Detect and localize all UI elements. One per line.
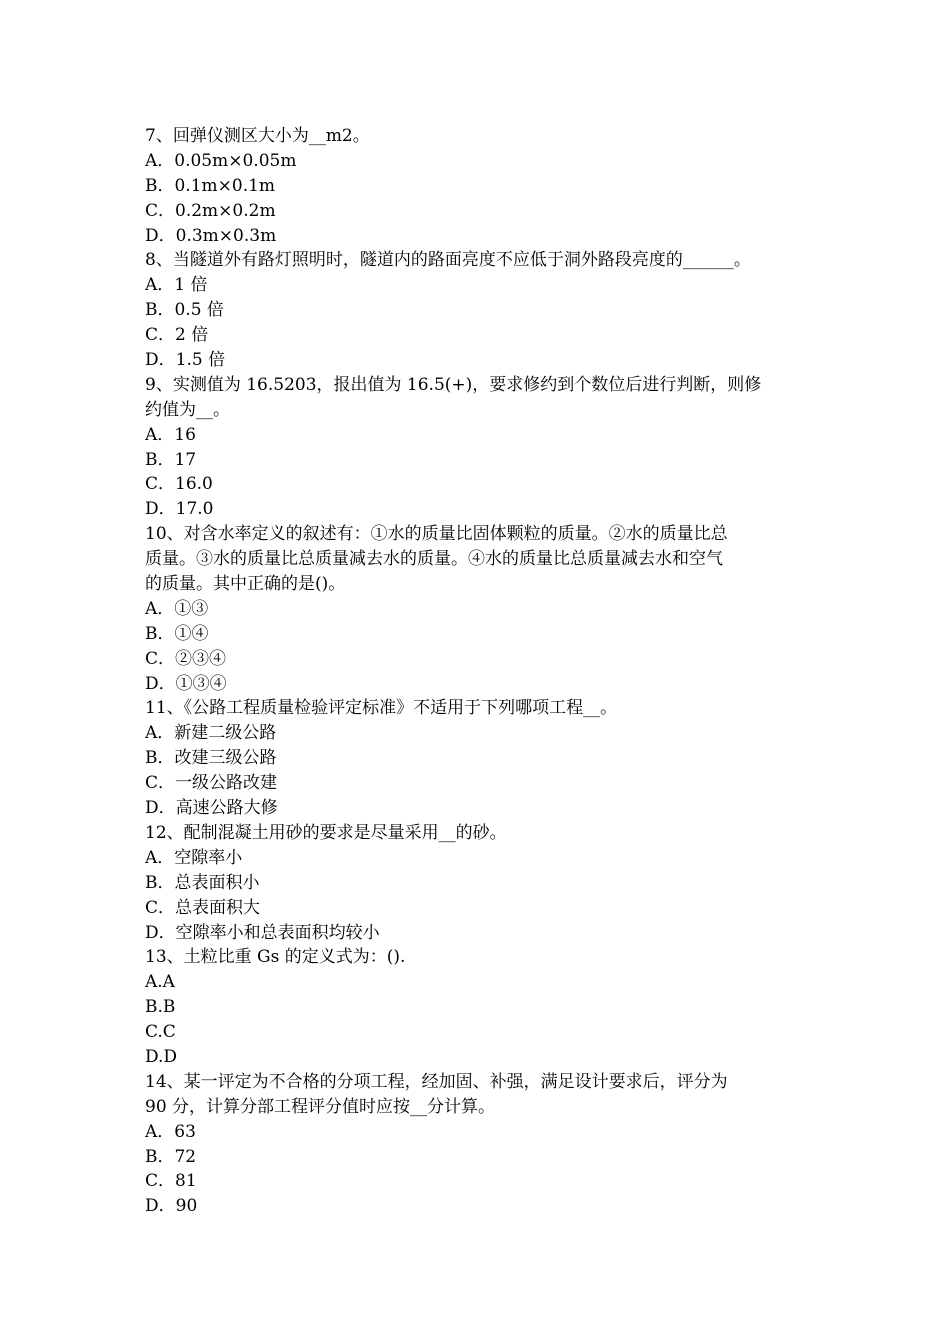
question-text: 的质量。其中正确的是()。 [145,574,346,595]
option-d: D．①③④ [145,673,227,694]
question-text: 约值为__。 [145,399,230,420]
option-a: A．16 [145,424,196,445]
option-a: A．1 倍 [145,275,208,296]
option-c: C．总表面积大 [145,897,261,918]
option-a: A．63 [145,1121,196,1142]
option-d: D．17.0 [145,499,214,520]
question-text: 8、当隧道外有路灯照明时，隧道内的路面亮度不应低于洞外路段亮度的______。 [145,250,751,271]
question-text: 10、对含水率定义的叙述有：①水的质量比固体颗粒的质量。②水的质量比总 [145,524,728,545]
option-a: A．空隙率小 [145,847,243,868]
option-c: C．16.0 [145,474,213,495]
question-13 [145,945,825,1069]
question-11 [145,696,825,820]
option-c: C．②③④ [145,648,227,669]
option-b: B.B [145,997,176,1018]
question-14 [145,1070,825,1219]
option-d: D．90 [145,1196,198,1217]
question-9 [145,373,825,522]
option-d: D．1.5 倍 [145,350,226,371]
question-text: 14、某一评定为不合格的分项工程，经加固、补强，满足设计要求后，评分为 [145,1071,728,1092]
option-a: A.A [145,972,175,993]
question-10 [145,522,825,696]
question-list [145,124,825,1219]
option-b: B．0.1m×0.1m [145,175,276,196]
question-text: 13、土粒比重 Gs 的定义式为：(). [145,947,406,968]
option-d: D．0.3m×0.3m [145,225,277,246]
question-12 [145,821,825,945]
option-a: A．新建二级公路 [145,723,277,744]
option-d: D．空隙率小和总表面积均较小 [145,922,380,943]
question-text: 11、《公路工程质量检验评定标准》不适用于下列哪项工程__。 [145,698,618,719]
question-text: 9、实测值为 16.5203，报出值为 16.5(+)，要求修约到个数位后进行判断，则修 [145,374,762,395]
option-d: D．高速公路大修 [145,798,278,819]
option-c: C．2 倍 [145,325,209,346]
option-b: B．72 [145,1146,197,1167]
option-c: C.C [145,1022,176,1043]
option-b: B．17 [145,449,197,470]
question-text: 7、回弹仪测区大小为__m2。 [145,126,370,146]
option-c: C．一级公路改建 [145,773,278,794]
option-b: B．0.5 倍 [145,300,224,321]
option-c: C．0.2m×0.2m [145,200,276,221]
option-b: B．改建三级公路 [145,748,277,769]
question-8 [145,248,825,372]
question-text: 90 分，计算分部工程评分值时应按__分计算。 [145,1096,496,1117]
option-c: C．81 [145,1171,197,1192]
question-text: 质量。③水的质量比总质量减去水的质量。④水的质量比总质量减去水和空气 [145,549,723,570]
question-7 [145,124,825,248]
option-a: A．0.05m×0.05m [145,150,297,171]
option-d: D.D [145,1046,178,1067]
option-b: B．①④ [145,623,209,644]
option-a: A．①③ [145,598,209,619]
option-b: B．总表面积小 [145,872,260,893]
question-text: 12、配制混凝土用砂的要求是尽量采用__的砂。 [145,822,507,843]
